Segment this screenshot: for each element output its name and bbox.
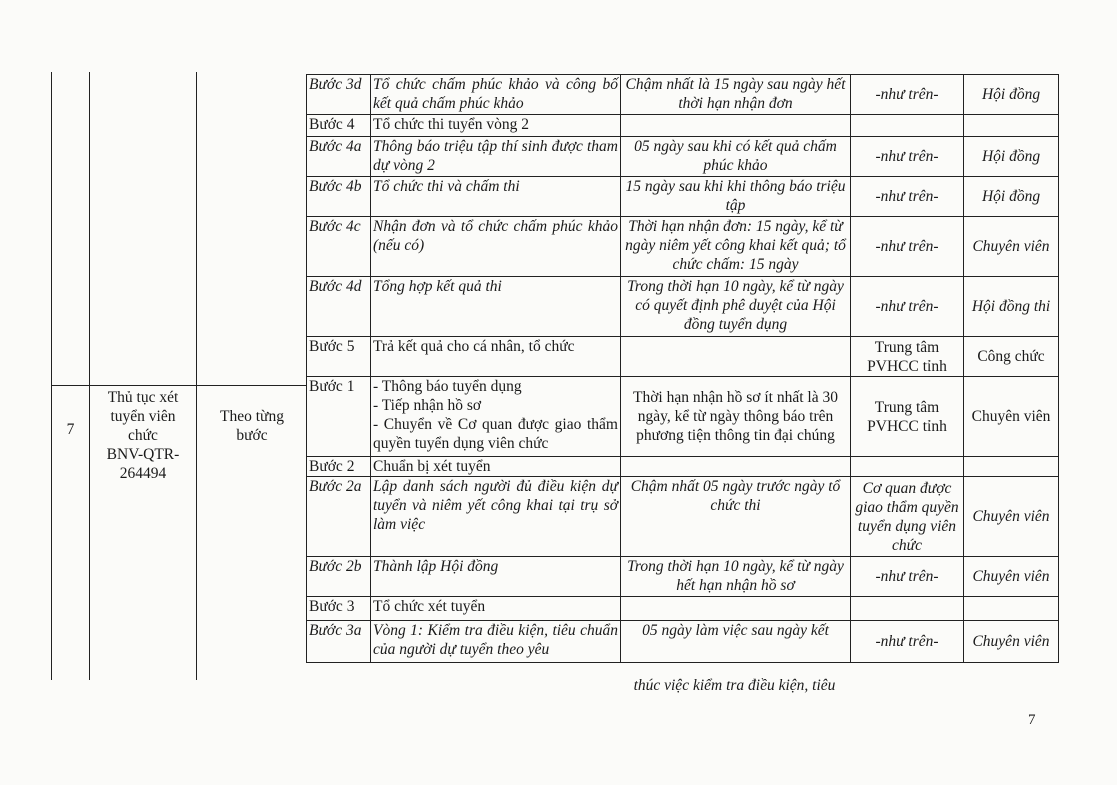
step-row <box>307 177 1059 217</box>
step-person: Hội đồng thi <box>964 277 1059 337</box>
step-time <box>621 457 851 477</box>
step-place: -như trên- <box>851 75 964 115</box>
step-person: Chuyên viên <box>964 477 1059 557</box>
step-task: Lập danh sách người đủ điều kiện dự tuyển và niêm yết công khai tại trụ sở làm việc <box>371 477 621 557</box>
step-label: Bước 4d <box>307 277 371 337</box>
step-time <box>621 115 851 137</box>
task-list-item: - Tiếp nhận hồ sơ <box>373 397 482 414</box>
step-person: Hội đồng <box>964 177 1059 217</box>
step-person: Chuyên viên <box>964 377 1059 457</box>
step-label: Bước 3 <box>307 597 371 621</box>
step-person: Hội đồng <box>964 75 1059 115</box>
step-row <box>307 115 1059 137</box>
step-person: Chuyên viên <box>964 557 1059 597</box>
step-place <box>851 115 964 137</box>
step-row <box>307 477 1059 557</box>
step-row <box>307 277 1059 337</box>
step-time <box>621 337 851 377</box>
col-border-1 <box>51 72 52 680</box>
step-label: Bước 3a <box>307 621 371 663</box>
step-place <box>851 597 964 621</box>
procedure-stt: 7 <box>66 421 75 438</box>
step-person <box>964 597 1059 621</box>
step-task: Tổ chức thi tuyển vòng 2 <box>371 115 621 137</box>
step-task: Chuẩn bị xét tuyển <box>371 457 621 477</box>
step-place <box>851 457 964 477</box>
step-place: -như trên- <box>851 557 964 597</box>
step-task: Tổ chức chấm phúc khảo và công bố kết quả chấm phúc khảo <box>371 75 621 115</box>
step-place: -như trên- <box>851 137 964 177</box>
step-label: Bước 3d <box>307 75 371 115</box>
step-time <box>621 597 851 621</box>
step-label: Bước 2b <box>307 557 371 597</box>
step-label: Bước 4b <box>307 177 371 217</box>
col-border-2 <box>89 72 90 680</box>
continuation-text: thúc việc kiểm tra điều kiện, tiêu <box>633 677 836 694</box>
step-time: Thời hạn nhận đơn: 15 ngày, kể từ ngày niêm yết công khai kết quả; tổ chức chấm: 15 ngày <box>621 217 851 277</box>
step-person <box>964 115 1059 137</box>
step-row <box>307 557 1059 597</box>
step-time: 05 ngày làm việc sau ngày kết <box>621 621 851 663</box>
step-label: Bước 2a <box>307 477 371 557</box>
step-place: -như trên- <box>851 621 964 663</box>
steps-table <box>306 74 1059 663</box>
step-task <box>371 377 621 457</box>
step-label: Bước 5 <box>307 337 371 377</box>
step-task: Thành lập Hội đồng <box>371 557 621 597</box>
step-person: Chuyên viên <box>964 217 1059 277</box>
step-place: -như trên- <box>851 217 964 277</box>
step-place: -như trên- <box>851 177 964 217</box>
step-place: Trung tâm PVHCC tỉnh <box>851 377 964 457</box>
step-place: -như trên- <box>851 277 964 337</box>
step-person: Chuyên viên <box>964 621 1059 663</box>
step-time: Trong thời hạn 10 ngày, kể từ ngày có quyết định phê duyệt của Hội đồng tuyển dụng <box>621 277 851 337</box>
task-list-item: - Thông báo tuyển dụng <box>373 378 522 395</box>
step-row <box>307 217 1059 277</box>
step-place: Trung tâm PVHCC tỉnh <box>851 337 964 377</box>
step-time: Thời hạn nhận hồ sơ ít nhất là 30 ngày, kể từ ngày thông báo trên phương tiện thông tin đại chúng <box>621 377 851 457</box>
task-list-item: - Chuyển về Cơ quan được giao thẩm quyền tuyển dụng viên chức <box>373 416 618 452</box>
step-task: Thông báo triệu tập thí sinh được tham dự vòng 2 <box>371 137 621 177</box>
step-time: Chậm nhất 05 ngày trước ngày tổ chức thi <box>621 477 851 557</box>
step-task: Tổng hợp kết quả thi <box>371 277 621 337</box>
step-task: Trả kết quả cho cá nhân, tổ chức <box>371 337 621 377</box>
step-task: Nhận đơn và tổ chức chấm phúc khảo (nếu có) <box>371 217 621 277</box>
step-row <box>307 377 1059 457</box>
step-task: Vòng 1: Kiểm tra điều kiện, tiêu chuẩn của người dự tuyển theo yêu <box>371 621 621 663</box>
step-row <box>307 597 1059 621</box>
step-time: Trong thời hạn 10 ngày, kể từ ngày hết hạn nhận hồ sơ <box>621 557 851 597</box>
step-person: Công chức <box>964 337 1059 377</box>
step-time: Chậm nhất là 15 ngày sau ngày hết thời hạn nhận đơn <box>621 75 851 115</box>
procedure-divider <box>51 385 307 386</box>
step-time: 15 ngày sau khi khi thông báo triệu tập <box>621 177 851 217</box>
step-task: Tổ chức xét tuyển <box>371 597 621 621</box>
step-label: Bước 2 <box>307 457 371 477</box>
step-label: Bước 4c <box>307 217 371 277</box>
procedure-name: Thủ tục xét tuyển viên chức BNV-QTR- 264494 <box>106 389 180 482</box>
procedure-time: Theo từng bước <box>220 408 284 444</box>
step-row <box>307 75 1059 115</box>
step-row <box>307 137 1059 177</box>
page-number: 7 <box>1028 712 1036 728</box>
step-person <box>964 457 1059 477</box>
step-row <box>307 457 1059 477</box>
step-label: Bước 1 <box>307 377 371 457</box>
step-task: Tổ chức thi và chấm thi <box>371 177 621 217</box>
step-time: 05 ngày sau khi có kết quả chấm phúc khảo <box>621 137 851 177</box>
step-label: Bước 4 <box>307 115 371 137</box>
step-label: Bước 4a <box>307 137 371 177</box>
step-person: Hội đồng <box>964 137 1059 177</box>
step-row <box>307 337 1059 377</box>
col-border-3 <box>196 72 197 680</box>
step-place: Cơ quan được giao thẩm quyền tuyển dụng viên chức <box>851 477 964 557</box>
step-row <box>307 621 1059 663</box>
